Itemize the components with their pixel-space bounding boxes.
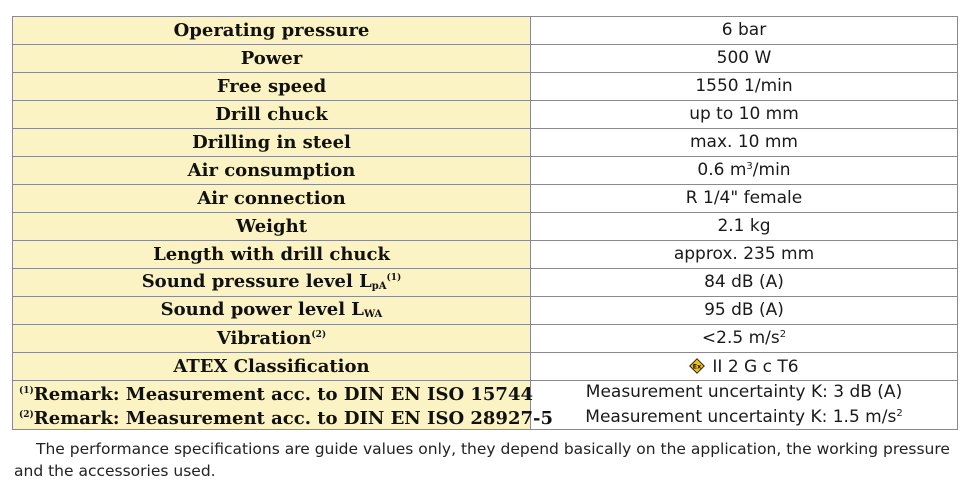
table-row: [13, 17, 958, 45]
spec-value: 1550 1/min: [531, 73, 958, 101]
remark-values: [531, 381, 958, 430]
spec-label: Air consumption: [13, 157, 531, 185]
table-row: [13, 101, 958, 129]
remark-2-label: $^{(2)}$Remark: Measurement acc. to DIN EN ISO 28927-5: [19, 408, 554, 429]
spec-value: 500 W: [531, 45, 958, 73]
spec-label: Weight: [13, 213, 531, 241]
spec-label: Free speed: [13, 73, 531, 101]
spec-value: up to 10 mm: [531, 101, 958, 129]
spec-table: [12, 16, 958, 430]
spec-label: ATEX Classification: [13, 353, 531, 381]
spec-value: <2.5 $m/s^2$: [531, 325, 958, 353]
remark-2-value: Measurement uncertainty K: 1.5 $m/s^2$: [585, 407, 903, 427]
table-row: [13, 353, 958, 381]
spec-label: Air connection: [13, 185, 531, 213]
spec-value: 0.6 $m^3/\min$: [531, 157, 958, 185]
spec-value: 6 bar: [531, 17, 958, 45]
table-row: [13, 45, 958, 73]
table-row: [13, 129, 958, 157]
spec-value: approx. 235 mm: [531, 241, 958, 269]
table-row: [13, 325, 958, 353]
performance-footnote: The performance specifications are guide values only, they depend basically on the application, the working pressure and the accessories used.: [14, 440, 950, 480]
remark-row: [13, 381, 958, 430]
spec-label: Power: [13, 45, 531, 73]
spec-label: Vibration$^{(2)}$: [13, 325, 531, 353]
spec-value: 95 dB (A): [531, 297, 958, 325]
table-row: [13, 241, 958, 269]
remark-1-label: $^{(1)}$Remark: Measurement acc. to DIN EN ISO 15744: [19, 384, 534, 405]
spec-label: Sound pressure level $L_{pA}^{(1)}$: [13, 269, 531, 297]
table-row: [13, 157, 958, 185]
spec-value: 84 dB (A): [531, 269, 958, 297]
remark-labels: [13, 381, 554, 430]
spec-label: Sound power level $L_{WA}$: [13, 297, 531, 325]
spec-label: Operating pressure: [13, 17, 531, 45]
spec-value: Ex II 2 G c T6: [531, 353, 958, 381]
remark-1-value: Measurement uncertainty K: 3 dB (A): [585, 382, 903, 402]
spec-value: R 1/4" female: [531, 185, 958, 213]
svg-text:Ex: Ex: [693, 362, 702, 371]
spec-label: Drill chuck: [13, 101, 531, 129]
table-row: [13, 185, 958, 213]
spec-value: max. 10 mm: [531, 129, 958, 157]
spec-label: Length with drill chuck: [13, 241, 531, 269]
atex-ex-icon: [689, 358, 705, 374]
table-row: [13, 297, 958, 325]
table-row: [13, 269, 958, 297]
spec-label: Drilling in steel: [13, 129, 531, 157]
table-row: [13, 213, 958, 241]
spec-value: 2.1 kg: [531, 213, 958, 241]
table-row: [13, 73, 958, 101]
